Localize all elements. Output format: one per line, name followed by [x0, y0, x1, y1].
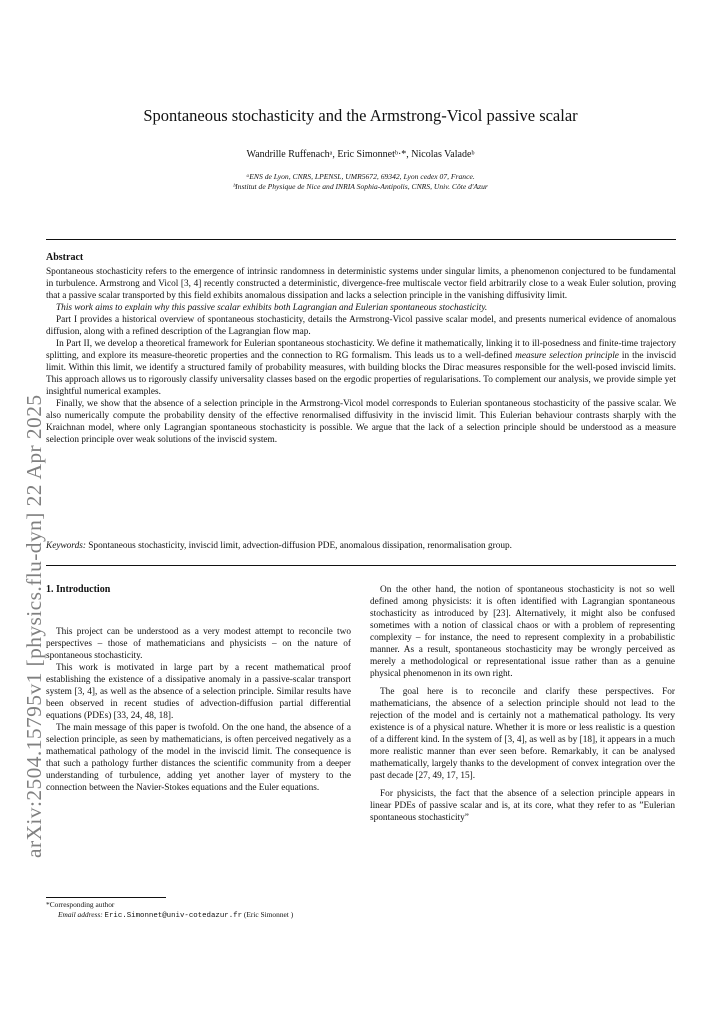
- intro-paragraph-2: This work is motivated in large part by a recent mathematical proof establishing the existence of a dissipative anomaly in a passive-scalar transport system [3, 4], as well as the absence of a selection principle. Similar results have been observed in recent studies of advection-diffusion partial differential equations (PDEs) [33, 24, 48, 18].: [46, 663, 351, 721]
- footnote-corresponding: *Corresponding author: [46, 900, 115, 909]
- intro-paragraph-3: The main message of this paper is twofold. On the one hand, the absence of a selection principle, as seen by mathematicians, is often perceived negatively as a mathematical pathology of the model in the inviscid limit. The consequence is that such a pathology further distances the scientific community from a deeper understanding of turbulence, adding yet another layer of mystery to the connection between the Navier-Stokes equations and the Euler equations.: [46, 723, 351, 793]
- right-paragraph-3: For physicists, the fact that the absence of a selection principle appears in linear PDEs of passive scalar and is, at its core, what they refer to as ”Eulerian spontaneous stochasticity”: [370, 789, 675, 823]
- arxiv-sidebar-stamp: arXiv:2504.15795v1 [physics.flu-dyn] 22 Apr 2025: [22, 394, 46, 858]
- abstract-heading: Abstract: [46, 252, 84, 263]
- right-paragraph-2: The goal here is to reconcile and clarify these perspectives. For mathematicians, the absence of a selection principle should not lead to the rejection of the model and is certainly not a mathematical pathology. Its very existence is of a physical nature. Whether it is more or less realistic is a question of a different kind. In the system of [3, 4], as well as by [18], it appears in a much more realistic manner than ever seen before. Remarkably, it can be analysed mathematically, largely thanks to the development of convex integration over the past decade [27, 49, 17, 15].: [370, 687, 675, 781]
- keywords-text: Spontaneous stochasticity, inviscid limit, advection-diffusion PDE, anomalous dissipation, renormalisation group.: [88, 541, 513, 551]
- abstract-p4-emphasis: measure selection principle: [515, 351, 619, 361]
- footnote-email-address[interactable]: Eric.Simonnet@univ-cotedazur.fr: [104, 912, 243, 920]
- keywords-label: Keywords:: [46, 541, 86, 551]
- footnote-email: [58, 910, 363, 921]
- abstract-section: [46, 252, 676, 446]
- abstract-paragraph-1: Spontaneous stochasticity refers to the emergence of intrinsic randomness in deterministic systems under singular limits, a phenomenon conjectured to be fundamental in turbulence. Armstrong and Vicol [3, 4] recently constructed a deterministic, divergence-free multiscale vector field arbitrarily close to a weak Euler solution, proving that a passive scalar transported by this field exhibits anomalous dissipation and lacks a selection principle in the vanishing diffusivity limit.: [46, 267, 676, 301]
- abstract-p4-start: In Part II, we develop a theoretical framework for Eulerian spontaneous stochasticity. We define it mathematically, linking it to ill-posedness and finite-time trajectory splitting, and explore its measure-theoretic properties and the connection to RG formalism. This leads us to a well-defined: [46, 339, 676, 361]
- affiliation-b: ᵇInstitut de Physique de Nice and INRIA Sophia-Antipolis, CNRS, Univ. Côte d'Azur: [233, 182, 488, 191]
- abstract-paragraph-3: Part I provides a historical overview of spontaneous stochasticity, details the Armstrong-Vicol passive scalar model, and presents numerical evidence of anomalous diffusion, along with a refined description of the Lagrangian flow map.: [46, 315, 676, 337]
- affiliation-a: ᵃENS de Lyon, CNRS, LPENSL, UMR5672, 69342, Lyon cedex 07, France.: [246, 172, 475, 181]
- left-column: [46, 584, 351, 794]
- abstract-paragraph-5: Finally, we show that the absence of a selection principle in the Armstrong-Vicol model corresponds to Eulerian spontaneous stochasticity of the passive scalar. We also numerically compute the probability density of the effective renormalised diffusivity in the inviscid limit. This Eulerian behaviour contrasts sharply with the Kraichnan model, where only Lagrangian spontaneous stochasticity is possible. We argue that the lack of a selection principle should be understood as a measure selection principle over weak solutions of the inviscid system.: [46, 399, 676, 445]
- footnote-rule: [46, 897, 166, 898]
- abstract-p4-end: in the inviscid limit. Within this limit, we identify a structured family of probability measures, with building blocks the Dirac measures responsible for the well-posed inviscid limits. This approach allows us to rigorously classify universality classes based on the ergodic properties of regularisations. To complement our analysis, we provide simple yet insightful numerical examples.: [46, 351, 676, 397]
- keywords-line: [46, 541, 676, 551]
- section-heading-introduction: 1. Introduction: [46, 584, 111, 595]
- bottom-rule: [46, 565, 676, 566]
- right-paragraph-1: On the other hand, the notion of spontaneous stochasticity is not so well defined among physicists: it is often identified with Lagrangian spontaneous stochasticity as introduced by [23]. Alternatively, it might also be confused sometimes with a notion of classical chaos or with a problem of representing complexity – for instance, the need to represent complexity in a probabilistic manner. As a result, spontaneous stochasticity may be wrongly perceived as merely a methodological or representational issue rather than as a genuine physical phenomenon in its own right.: [370, 585, 675, 679]
- intro-paragraph-1: This project can be understood as a very modest attempt to reconcile two perspectives – those of mathematicians and physicists – on the nature of spontaneous stochasticity.: [46, 627, 351, 661]
- top-rule: [46, 239, 676, 240]
- right-column: [370, 584, 675, 824]
- author-list: Wandrille Ruffenachᵃ, Eric Simonnetᵇ·*, Nicolas Valadeᵇ: [246, 149, 475, 160]
- abstract-paragraph-2: This work aims to explain why this passive scalar exhibits both Lagrangian and Eulerian spontaneous stochasticity.: [56, 303, 488, 313]
- paper-title: Spontaneous stochasticity and the Armstrong-Vicol passive scalar: [143, 106, 578, 125]
- footnote-email-owner: (Eric Simonnet ): [243, 910, 294, 919]
- abstract-paragraph-4: [46, 338, 676, 398]
- footnote-email-label: Email address:: [58, 910, 103, 919]
